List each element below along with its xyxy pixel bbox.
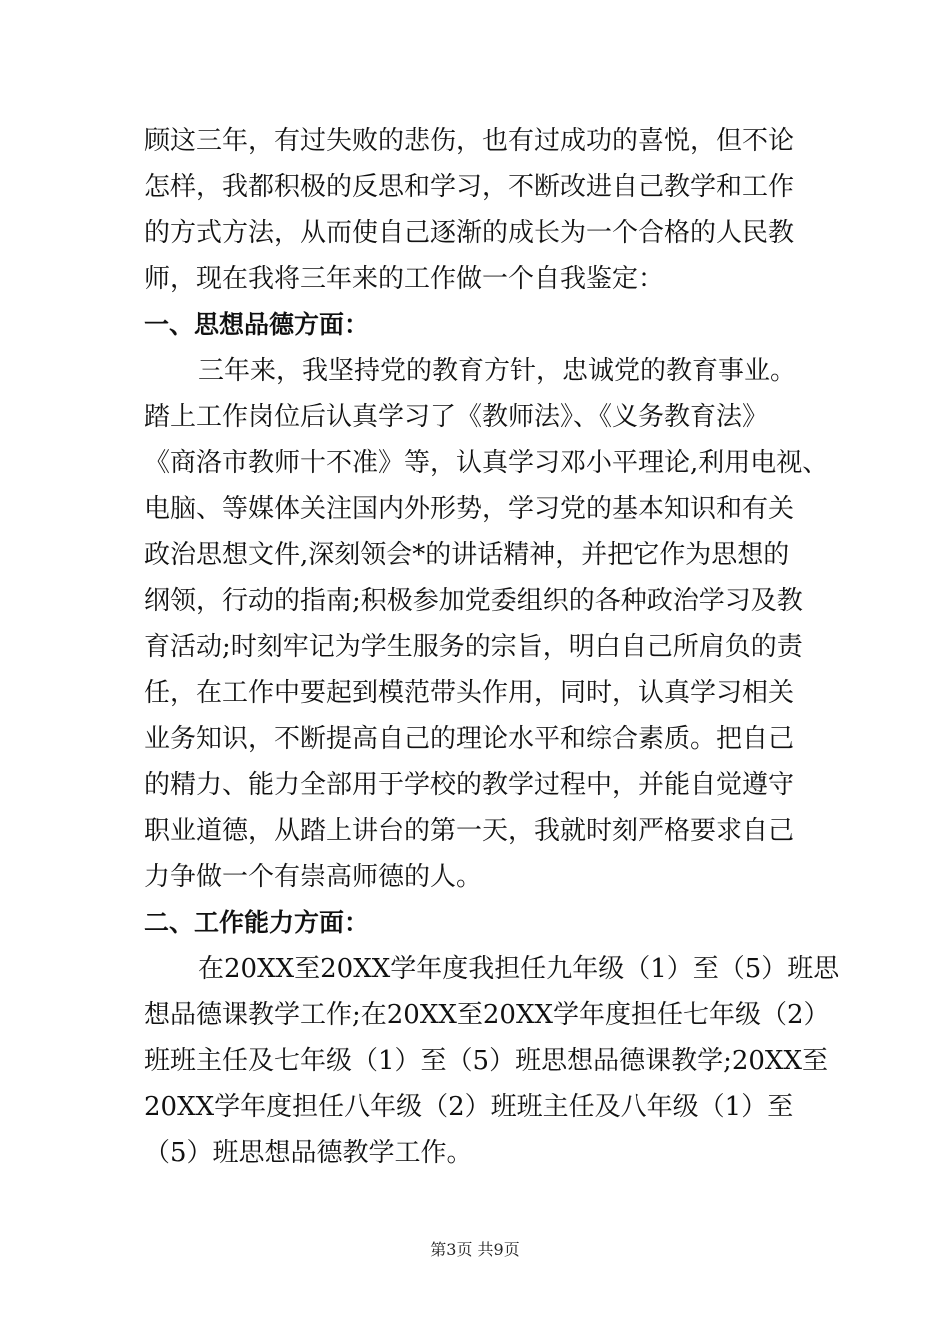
paragraph-line: （5）班思想品德教学工作。 <box>144 1138 473 1168</box>
paragraph-line: 师，现在我将三年来的工作做一个自我鉴定： <box>144 264 665 294</box>
paragraph-line: 踏上工作岗位后认真学习了《教师法》、《义务教育法》 <box>144 402 769 432</box>
paragraph-line: 纲领，行动的指南;积极参加党委组织的各种政治学习及教 <box>144 586 803 616</box>
paragraph-line: 班班主任及七年级（1）至（5）班思想品德课教学;20XX至 <box>144 1046 828 1076</box>
paragraph-line: 顾这三年，有过失败的悲伤，也有过成功的喜悦，但不论 <box>144 126 795 156</box>
paragraph-line: 职业道德，从踏上讲台的第一天，我就时刻严格要求自己 <box>144 816 795 846</box>
paragraph-line: 电脑、等媒体关注国内外形势，学习党的基本知识和有关 <box>144 494 795 524</box>
page-number-footer: 第3页 共9页 <box>430 1240 520 1259</box>
paragraph-line: 怎样，我都积极的反思和学习，不断改进自己教学和工作 <box>144 172 795 202</box>
paragraph-line: 育活动;时刻牢记为学生服务的宗旨，明白自己所肩负的责 <box>144 632 803 662</box>
paragraph-line: 20XX学年度担任八年级（2）班班主任及八年级（1）至 <box>144 1092 794 1122</box>
paragraph-line: 力争做一个有崇高师德的人。 <box>144 862 483 892</box>
paragraph-line: 任，在工作中要起到模范带头作用，同时，认真学习相关 <box>144 678 795 708</box>
paragraph-line: 的精力、能力全部用于学校的教学过程中，并能自觉遵守 <box>144 770 795 800</box>
paragraph-line: 《商洛市教师十不准》等，认真学习邓小平理论,利用电视、 <box>144 448 829 478</box>
paragraph-line: 业务知识，不断提高自己的理论水平和综合素质。把自己 <box>144 724 795 754</box>
paragraph-line: 三年来，我坚持党的教育方针，忠诚党的教育事业。 <box>198 356 797 386</box>
section-heading: 二、工作能力方面： <box>144 908 370 937</box>
paragraph-line: 政治思想文件,深刻领会*的讲话精神，并把它作为思想的 <box>144 540 790 570</box>
paragraph-line: 想品德课教学工作;在20XX至20XX学年度担任七年级（2） <box>144 1000 830 1030</box>
paragraph-line: 在20XX至20XX学年度我担任九年级（1）至（5）班思 <box>198 954 840 984</box>
paragraph-line: 的方式方法，从而使自己逐渐的成长为一个合格的人民教 <box>144 218 795 248</box>
section-heading: 一、思想品德方面： <box>144 310 370 339</box>
document-body <box>144 118 840 1176</box>
